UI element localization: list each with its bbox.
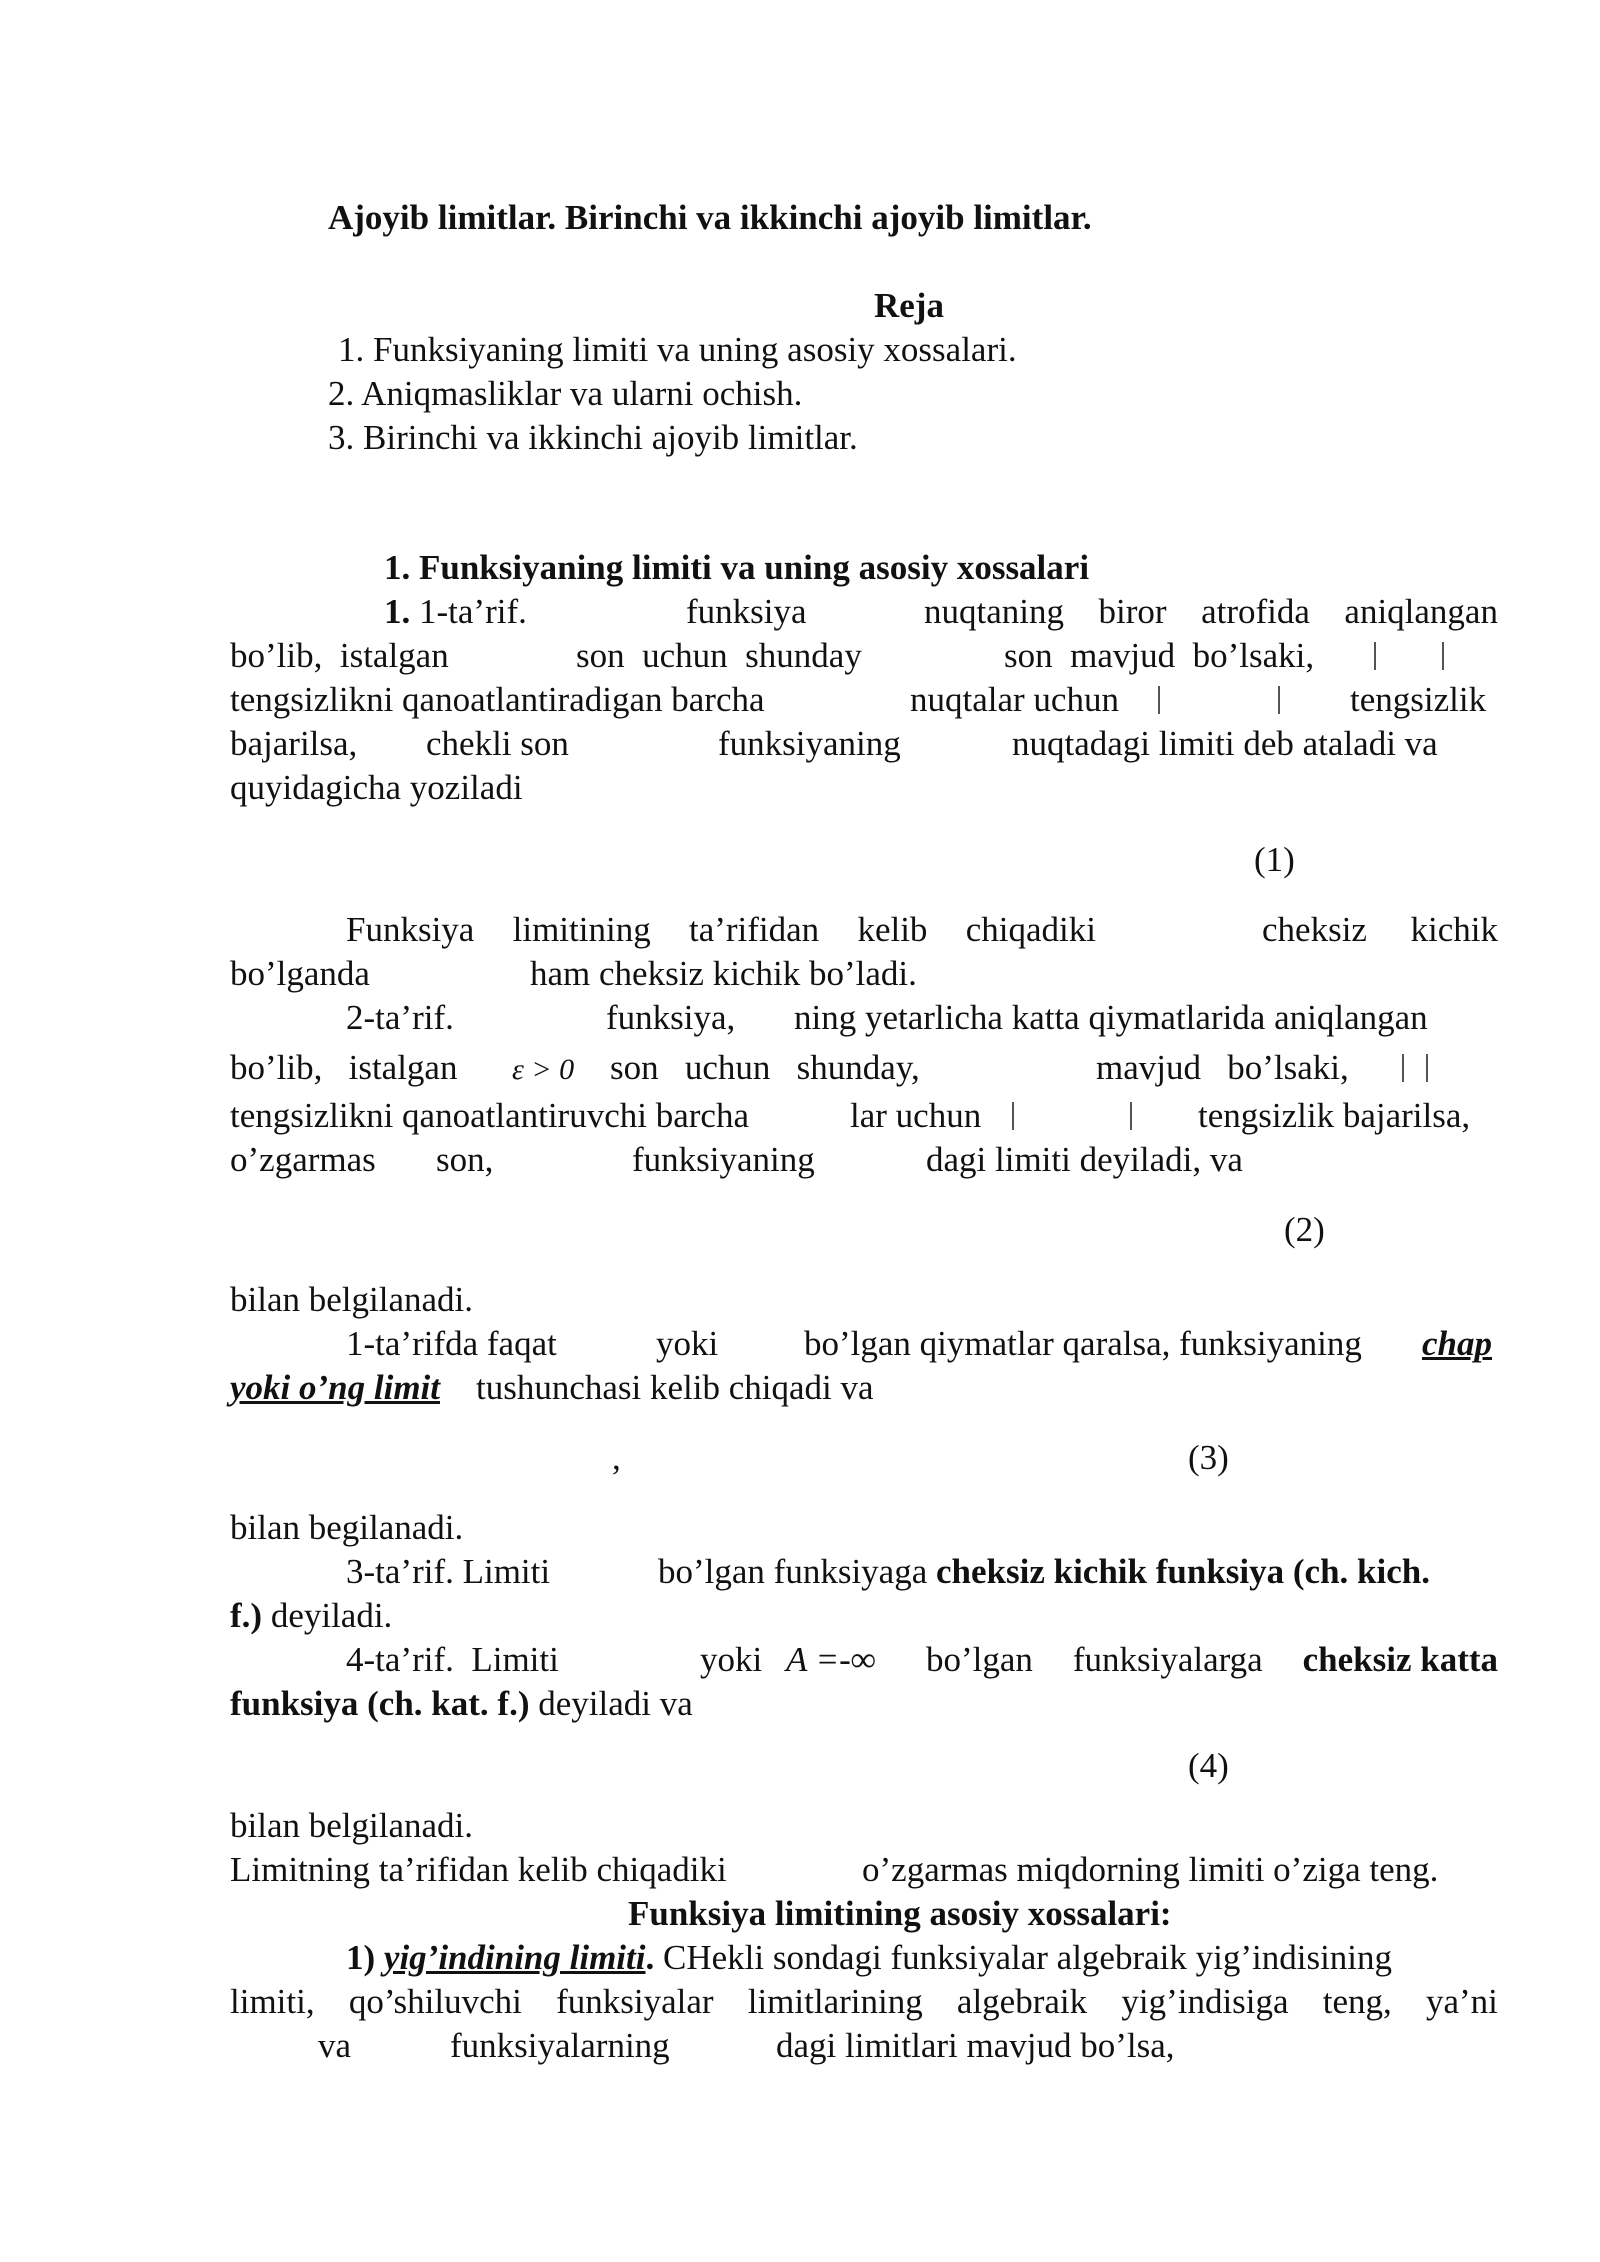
text-run: bajarilsa, — [230, 724, 358, 763]
text-run: son uchun shunday, — [610, 1048, 920, 1087]
text-run: bilan belgilanadi. — [230, 1280, 473, 1319]
abs-bar — [1426, 1054, 1428, 1082]
abs-bar — [1442, 642, 1444, 670]
text-run: yoki — [656, 1324, 719, 1363]
def2-line2: bo’lib, istalgan — [230, 1048, 458, 1087]
text-run: funksiyaning — [718, 724, 901, 763]
term-chap: chap — [1422, 1324, 1492, 1363]
text-run: 2-ta’rif. — [346, 998, 454, 1037]
text-run: tengsizlik bajarilsa, — [1198, 1096, 1471, 1135]
text-run: tengsizlik — [1350, 680, 1487, 719]
text-run: va — [318, 2026, 352, 2065]
def4-line1-tail: bo’lgan funksiyalarga cheksiz katta — [926, 1640, 1498, 1679]
text-run: nuqtadagi limiti deb ataladi va — [1012, 724, 1438, 763]
text-run: son mavjud bo’lsaki, — [1004, 636, 1315, 675]
text-run: 1-ta’rifda faqat — [346, 1324, 557, 1363]
text-run: ham cheksiz kichik bo’ladi. — [530, 954, 917, 993]
text-run: son, — [436, 1140, 494, 1179]
abs-bar — [1374, 642, 1376, 670]
text-run: funksiyalarning — [450, 2026, 670, 2065]
remark-line1-tail: cheksiz kichik — [1262, 910, 1498, 949]
def1-line1-tail: nuqtaning biror atrofida aniqlangan — [924, 592, 1498, 631]
text-run: tushunchasi kelib chiqadi va — [476, 1368, 874, 1407]
text-run: 3-ta’rif. Limiti — [346, 1552, 551, 1591]
text-run: Limitning ta’rifidan kelib chiqadiki — [230, 1850, 727, 1889]
text-run: funksiya — [686, 592, 807, 631]
text-run: bo’lgan qiymatlar qaralsa, funksiyaning — [804, 1324, 1362, 1363]
properties-heading: Funksiya limitining asosiy xossalari: — [628, 1894, 1172, 1933]
abs-bar — [1012, 1102, 1014, 1130]
plan-heading: Reja — [874, 286, 944, 325]
equation-number: (4) — [1188, 1746, 1229, 1785]
text-run: mavjud bo’lsaki, — [1096, 1048, 1349, 1087]
text-run: o’zgarmas miqdorning limiti o’ziga teng. — [862, 1850, 1439, 1889]
text-run: ning yetarlicha katta qiymatlarida aniqlangan — [794, 998, 1428, 1037]
def1-line1: 1. 1-ta’rif. — [384, 592, 527, 631]
text-run: bo’lganda — [230, 954, 370, 993]
text-run: bo’lgan funksiyaga cheksiz kichik funksiya (ch. kich. — [658, 1552, 1430, 1591]
plan-item: 3. Birinchi va ikkinchi ajoyib limitlar. — [328, 418, 858, 457]
text-run: bilan begilanadi. — [230, 1508, 464, 1547]
text-run: funksiya (ch. kat. f.) deyiladi va — [230, 1684, 693, 1723]
text-run: chekli son — [426, 724, 569, 763]
text-run: 4-ta’rif. Limiti — [346, 1640, 559, 1679]
plan-item: 2. Aniqmasliklar va ularni ochish. — [328, 374, 803, 413]
text-run: funksiyaning — [632, 1140, 815, 1179]
text-run: bilan belgilanadi. — [230, 1806, 473, 1845]
section-heading: 1. Funksiyaning limiti va uning asosiy xossalari — [384, 548, 1090, 587]
text-run: dagi limiti deyiladi, va — [926, 1140, 1243, 1179]
def1-line2: bo’lib, istalgan — [230, 636, 449, 675]
text-run: quyidagicha yoziladi — [230, 768, 523, 807]
document-title: Ajoyib limitlar. Birinchi va ikkinchi ajoyib limitlar. — [328, 198, 1092, 237]
text-run: lar uchun — [850, 1096, 982, 1135]
a-minus-infinity-symbol: A =-∞ — [786, 1640, 876, 1679]
plan-item: 1. Funksiyaning limiti va uning asosiy xossalari. — [338, 330, 1017, 369]
text-run: o’zgarmas — [230, 1140, 376, 1179]
text-run: yoki — [700, 1640, 763, 1679]
equation-number: (1) — [1254, 840, 1295, 879]
text-run: nuqtalar uchun — [910, 680, 1119, 719]
remark-line1: Funksiya limitining ta’rifidan kelib chiqadiki — [346, 910, 1096, 949]
prop1-line1: 1) yig’indining limiti. CHekli sondagi funksiyalar algebraik yig’indisining — [346, 1938, 1393, 1977]
text-run: tengsizlikni qanoatlantiradigan barcha — [230, 680, 765, 719]
item-number: 1. — [384, 592, 411, 631]
equation-number: (2) — [1284, 1210, 1325, 1249]
abs-bar — [1278, 686, 1280, 714]
epsilon-symbol: ε > 0 — [512, 1053, 575, 1086]
equation-number: (3) — [1188, 1438, 1229, 1477]
abs-bar — [1158, 686, 1160, 714]
text-run: , — [612, 1438, 621, 1477]
abs-bar — [1402, 1054, 1404, 1082]
text-run: funksiya, — [606, 998, 736, 1037]
text-run: dagi limitlari mavjud bo’lsa, — [776, 2026, 1175, 2065]
term-ong-limit: yoki o’ng limit — [230, 1368, 440, 1407]
text-run: f.) deyiladi. — [230, 1596, 393, 1635]
text-run: tengsizlikni qanoatlantiruvchi barcha — [230, 1096, 749, 1135]
prop1-line2: limiti, qo’shiluvchi funksiyalar limitlarining algebraik yig’indisiga teng, ya’ni — [230, 1982, 1498, 2021]
text-run: son uchun shunday — [576, 636, 862, 675]
abs-bar — [1130, 1102, 1132, 1130]
